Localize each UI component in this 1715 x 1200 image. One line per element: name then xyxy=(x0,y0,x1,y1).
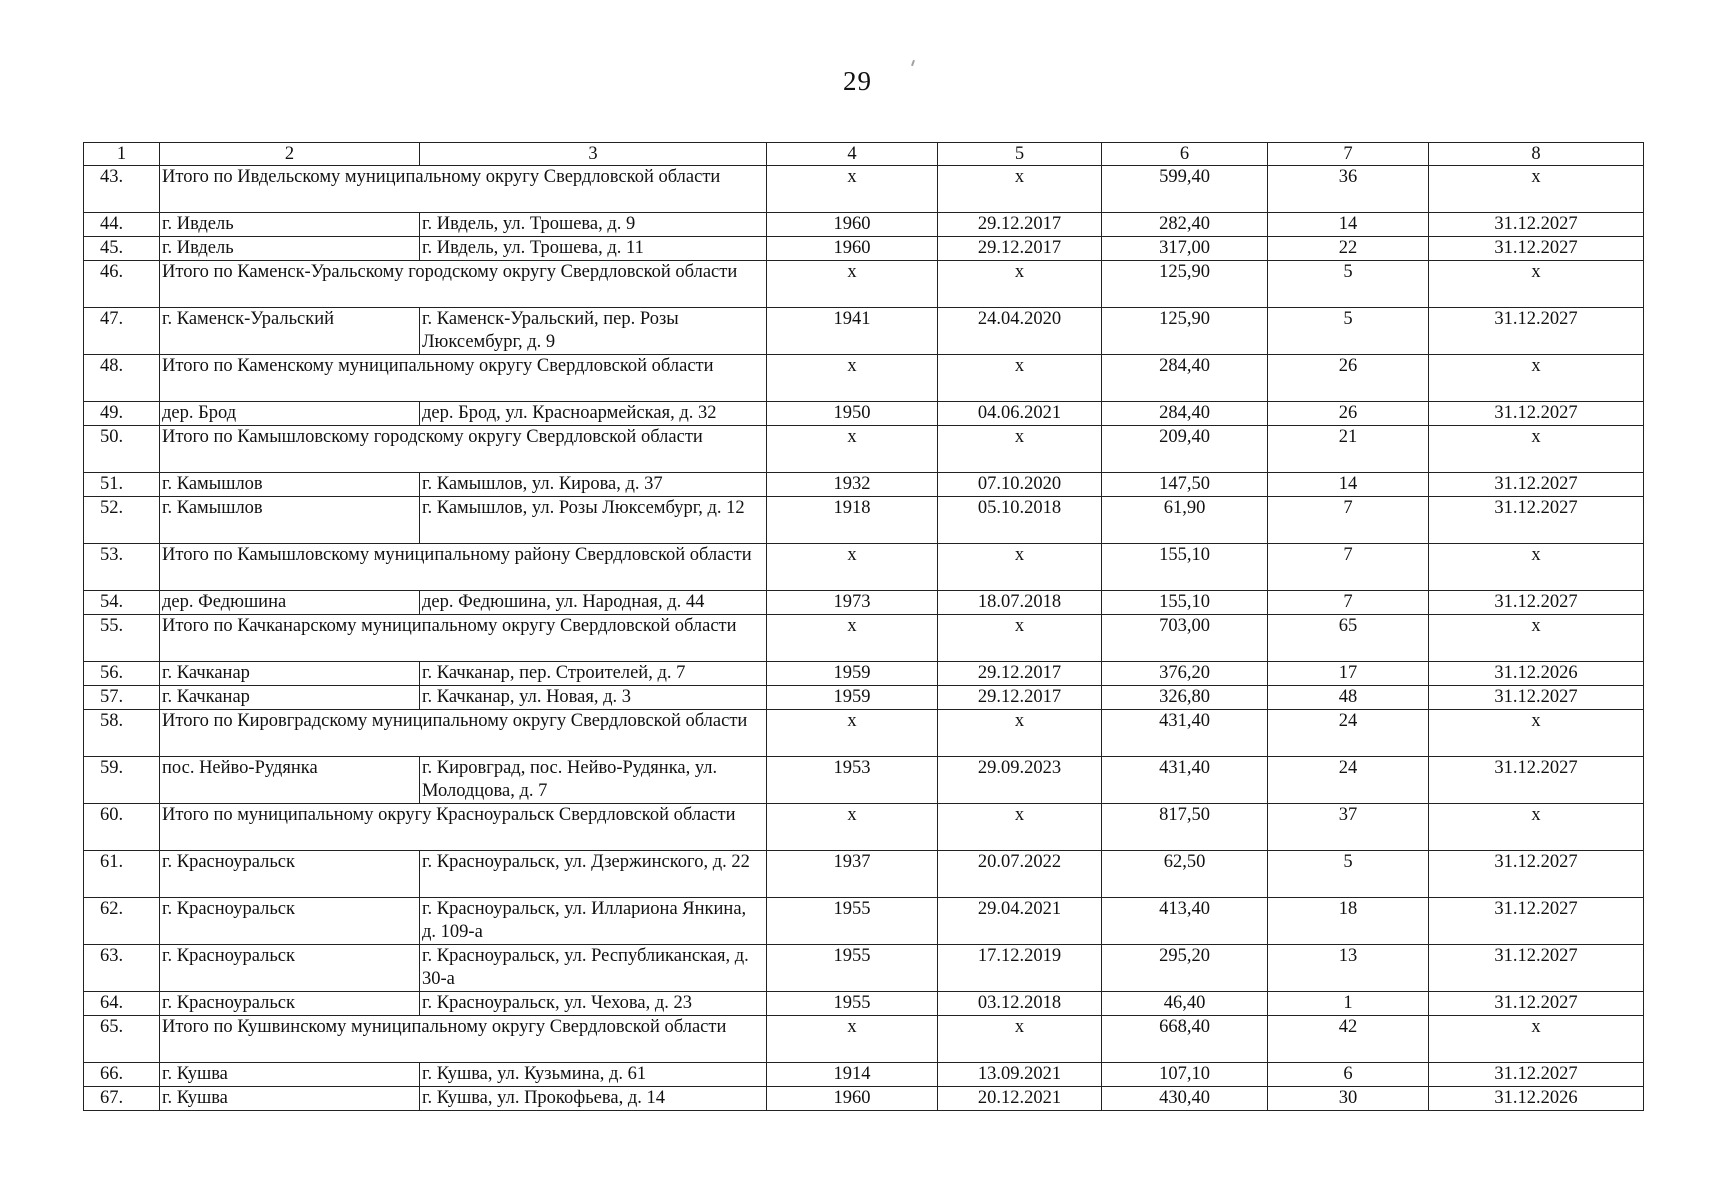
cell-deadline: 31.12.2027 xyxy=(1429,992,1644,1016)
cell-area: 703,00 xyxy=(1102,615,1268,662)
cell-number: 57. xyxy=(84,686,160,710)
page-number: 29 xyxy=(843,66,872,96)
cell-locality: г. Качканар xyxy=(160,662,420,686)
cell-deadline: 31.12.2027 xyxy=(1429,497,1644,544)
column-header: 6 xyxy=(1102,143,1268,166)
cell-deadline: х xyxy=(1429,355,1644,402)
cell-year: 1960 xyxy=(767,1087,938,1111)
cell-locality: г. Кушва xyxy=(160,1087,420,1111)
cell-people: 24 xyxy=(1268,757,1429,804)
cell-year: х xyxy=(767,261,938,308)
cell-date: 17.12.2019 xyxy=(938,945,1102,992)
table-row xyxy=(84,992,1644,1016)
cell-date: 20.07.2022 xyxy=(938,851,1102,898)
cell-address: дер. Брод, ул. Красноармейская, д. 32 xyxy=(420,402,767,426)
cell-area: 125,90 xyxy=(1102,261,1268,308)
cell-deadline: х xyxy=(1429,710,1644,757)
cell-total-name: Итого по Каменскому муниципальному округу Свердловской области xyxy=(160,355,767,402)
cell-number: 47. xyxy=(84,308,160,355)
cell-year: х xyxy=(767,544,938,591)
cell-people: 14 xyxy=(1268,213,1429,237)
column-header: 3 xyxy=(420,143,767,166)
cell-year: х xyxy=(767,355,938,402)
cell-number: 63. xyxy=(84,945,160,992)
cell-people: 17 xyxy=(1268,662,1429,686)
cell-people: 30 xyxy=(1268,1087,1429,1111)
cell-people: 1 xyxy=(1268,992,1429,1016)
cell-locality: г. Качканар xyxy=(160,686,420,710)
cell-locality: г. Красноуральск xyxy=(160,851,420,898)
table-row xyxy=(84,308,1644,355)
cell-locality: г. Каменск-Уральский xyxy=(160,308,420,355)
table-row-total xyxy=(84,261,1644,308)
cell-number: 59. xyxy=(84,757,160,804)
cell-year: 1914 xyxy=(767,1063,938,1087)
cell-number: 48. xyxy=(84,355,160,402)
cell-locality: пос. Нейво-Рудянка xyxy=(160,757,420,804)
cell-year: 1950 xyxy=(767,402,938,426)
cell-people: 37 xyxy=(1268,804,1429,851)
column-header: 1 xyxy=(84,143,160,166)
cell-people: 48 xyxy=(1268,686,1429,710)
cell-address: г. Красноуральск, ул. Республиканская, д. 30-а xyxy=(420,945,767,992)
cell-people: 14 xyxy=(1268,473,1429,497)
cell-people: 6 xyxy=(1268,1063,1429,1087)
cell-locality: г. Красноуральск xyxy=(160,992,420,1016)
cell-deadline: 31.12.2027 xyxy=(1429,757,1644,804)
cell-deadline: 31.12.2026 xyxy=(1429,1087,1644,1111)
cell-address: г. Камышлов, ул. Кирова, д. 37 xyxy=(420,473,767,497)
cell-address: г. Кушва, ул. Прокофьева, д. 14 xyxy=(420,1087,767,1111)
cell-people: 26 xyxy=(1268,402,1429,426)
cell-year: х xyxy=(767,166,938,213)
table-row-total xyxy=(84,1016,1644,1063)
table-row xyxy=(84,851,1644,898)
cell-date: х xyxy=(938,710,1102,757)
table-row xyxy=(84,945,1644,992)
column-number-row xyxy=(84,143,1644,166)
cell-date: 29.04.2021 xyxy=(938,898,1102,945)
column-header: 8 xyxy=(1429,143,1644,166)
table-row xyxy=(84,473,1644,497)
cell-number: 54. xyxy=(84,591,160,615)
table-row xyxy=(84,898,1644,945)
cell-date: х xyxy=(938,1016,1102,1063)
table-row xyxy=(84,213,1644,237)
cell-date: х xyxy=(938,355,1102,402)
cell-locality: г. Камышлов xyxy=(160,473,420,497)
cell-deadline: х xyxy=(1429,544,1644,591)
table-row xyxy=(84,497,1644,544)
cell-deadline: 31.12.2027 xyxy=(1429,1063,1644,1087)
cell-date: 04.06.2021 xyxy=(938,402,1102,426)
column-header: 4 xyxy=(767,143,938,166)
cell-people: 24 xyxy=(1268,710,1429,757)
cell-area: 431,40 xyxy=(1102,757,1268,804)
table-row xyxy=(84,1063,1644,1087)
cell-area: 430,40 xyxy=(1102,1087,1268,1111)
cell-area: 62,50 xyxy=(1102,851,1268,898)
table-row-total xyxy=(84,355,1644,402)
table-row xyxy=(84,402,1644,426)
cell-people: 7 xyxy=(1268,497,1429,544)
cell-deadline: 31.12.2027 xyxy=(1429,237,1644,261)
cell-address: г. Кировград, пос. Нейво-Рудянка, ул. Молодцова, д. 7 xyxy=(420,757,767,804)
cell-number: 65. xyxy=(84,1016,160,1063)
cell-area: 376,20 xyxy=(1102,662,1268,686)
cell-people: 5 xyxy=(1268,851,1429,898)
cell-number: 52. xyxy=(84,497,160,544)
cell-deadline: 31.12.2026 xyxy=(1429,662,1644,686)
cell-people: 18 xyxy=(1268,898,1429,945)
cell-total-name: Итого по муниципальному округу Красноуральск Свердловской области xyxy=(160,804,767,851)
cell-date: х xyxy=(938,544,1102,591)
cell-locality: г. Красноуральск xyxy=(160,945,420,992)
table-row xyxy=(84,591,1644,615)
cell-year: 1955 xyxy=(767,945,938,992)
cell-address: г. Качканар, пер. Строителей, д. 7 xyxy=(420,662,767,686)
table-row-total xyxy=(84,166,1644,213)
cell-deadline: х xyxy=(1429,261,1644,308)
cell-locality: дер. Федюшина xyxy=(160,591,420,615)
table-row xyxy=(84,686,1644,710)
cell-total-name: Итого по Каменск-Уральскому городскому округу Свердловской области xyxy=(160,261,767,308)
cell-number: 51. xyxy=(84,473,160,497)
cell-people: 21 xyxy=(1268,426,1429,473)
cell-number: 66. xyxy=(84,1063,160,1087)
cell-date: х xyxy=(938,804,1102,851)
cell-total-name: Итого по Ивдельскому муниципальному округу Свердловской области xyxy=(160,166,767,213)
cell-people: 7 xyxy=(1268,544,1429,591)
cell-total-name: Итого по Камышловскому муниципальному району Свердловской области xyxy=(160,544,767,591)
cell-deadline: 31.12.2027 xyxy=(1429,591,1644,615)
column-header: 2 xyxy=(160,143,420,166)
cell-date: 29.09.2023 xyxy=(938,757,1102,804)
table-row xyxy=(84,662,1644,686)
cell-number: 50. xyxy=(84,426,160,473)
cell-total-name: Итого по Камышловскому городскому округу Свердловской области xyxy=(160,426,767,473)
cell-deadline: 31.12.2027 xyxy=(1429,213,1644,237)
cell-year: 1932 xyxy=(767,473,938,497)
cell-deadline: х xyxy=(1429,804,1644,851)
cell-area: 599,40 xyxy=(1102,166,1268,213)
cell-area: 155,10 xyxy=(1102,591,1268,615)
cell-deadline: 31.12.2027 xyxy=(1429,402,1644,426)
cell-year: 1955 xyxy=(767,992,938,1016)
cell-address: г. Ивдель, ул. Трошева, д. 11 xyxy=(420,237,767,261)
cell-people: 22 xyxy=(1268,237,1429,261)
cell-number: 62. xyxy=(84,898,160,945)
cell-date: 03.12.2018 xyxy=(938,992,1102,1016)
cell-date: 29.12.2017 xyxy=(938,686,1102,710)
cell-date: 07.10.2020 xyxy=(938,473,1102,497)
cell-area: 61,90 xyxy=(1102,497,1268,544)
cell-date: 20.12.2021 xyxy=(938,1087,1102,1111)
cell-number: 45. xyxy=(84,237,160,261)
cell-people: 42 xyxy=(1268,1016,1429,1063)
cell-locality: дер. Брод xyxy=(160,402,420,426)
cell-number: 49. xyxy=(84,402,160,426)
cell-year: 1960 xyxy=(767,237,938,261)
cell-area: 413,40 xyxy=(1102,898,1268,945)
cell-address: г. Каменск-Уральский, пер. Розы Люксембург, д. 9 xyxy=(420,308,767,355)
cell-people: 5 xyxy=(1268,308,1429,355)
cell-year: х xyxy=(767,426,938,473)
cell-area: 317,00 xyxy=(1102,237,1268,261)
cell-address: г. Красноуральск, ул. Чехова, д. 23 xyxy=(420,992,767,1016)
cell-date: 18.07.2018 xyxy=(938,591,1102,615)
cell-year: 1918 xyxy=(767,497,938,544)
cell-people: 7 xyxy=(1268,591,1429,615)
cell-address: г. Ивдель, ул. Трошева, д. 9 xyxy=(420,213,767,237)
cell-year: 1941 xyxy=(767,308,938,355)
cell-address: г. Кушва, ул. Кузьмина, д. 61 xyxy=(420,1063,767,1087)
cell-address: г. Качканар, ул. Новая, д. 3 xyxy=(420,686,767,710)
cell-area: 147,50 xyxy=(1102,473,1268,497)
cell-date: х xyxy=(938,166,1102,213)
cell-area: 125,90 xyxy=(1102,308,1268,355)
cell-deadline: 31.12.2027 xyxy=(1429,851,1644,898)
cell-date: 29.12.2017 xyxy=(938,237,1102,261)
cell-deadline: х xyxy=(1429,166,1644,213)
cell-area: 46,40 xyxy=(1102,992,1268,1016)
cell-area: 431,40 xyxy=(1102,710,1268,757)
column-header: 7 xyxy=(1268,143,1429,166)
table-row xyxy=(84,237,1644,261)
cell-number: 53. xyxy=(84,544,160,591)
cell-number: 60. xyxy=(84,804,160,851)
cell-locality: г. Кушва xyxy=(160,1063,420,1087)
cell-area: 284,40 xyxy=(1102,355,1268,402)
cell-number: 67. xyxy=(84,1087,160,1111)
cell-area: 295,20 xyxy=(1102,945,1268,992)
cell-area: 155,10 xyxy=(1102,544,1268,591)
cell-date: 05.10.2018 xyxy=(938,497,1102,544)
cell-date: 29.12.2017 xyxy=(938,662,1102,686)
cell-number: 58. xyxy=(84,710,160,757)
cell-total-name: Итого по Кушвинскому муниципальному округу Свердловской области xyxy=(160,1016,767,1063)
cell-number: 56. xyxy=(84,662,160,686)
table-row-total xyxy=(84,804,1644,851)
cell-locality: г. Красноуральск xyxy=(160,898,420,945)
cell-deadline: х xyxy=(1429,1016,1644,1063)
cell-year: х xyxy=(767,1016,938,1063)
cell-area: 209,40 xyxy=(1102,426,1268,473)
cell-year: 1953 xyxy=(767,757,938,804)
cell-year: 1937 xyxy=(767,851,938,898)
cell-people: 36 xyxy=(1268,166,1429,213)
cell-deadline: 31.12.2027 xyxy=(1429,898,1644,945)
cell-deadline: 31.12.2027 xyxy=(1429,686,1644,710)
cell-date: х xyxy=(938,261,1102,308)
cell-deadline: 31.12.2027 xyxy=(1429,473,1644,497)
cell-year: 1960 xyxy=(767,213,938,237)
table-row-total xyxy=(84,615,1644,662)
cell-year: х xyxy=(767,710,938,757)
cell-year: х xyxy=(767,615,938,662)
cell-year: 1973 xyxy=(767,591,938,615)
cell-area: 284,40 xyxy=(1102,402,1268,426)
cell-year: 1959 xyxy=(767,662,938,686)
cell-number: 64. xyxy=(84,992,160,1016)
cell-deadline: х xyxy=(1429,426,1644,473)
column-header: 5 xyxy=(938,143,1102,166)
cell-date: 24.04.2020 xyxy=(938,308,1102,355)
cell-area: 817,50 xyxy=(1102,804,1268,851)
cell-locality: г. Ивдель xyxy=(160,237,420,261)
cell-date: х xyxy=(938,615,1102,662)
cell-total-name: Итого по Кировградскому муниципальному округу Свердловской области xyxy=(160,710,767,757)
cell-total-name: Итого по Качканарскому муниципальному округу Свердловской области xyxy=(160,615,767,662)
cell-year: 1959 xyxy=(767,686,938,710)
table-row xyxy=(84,757,1644,804)
table-row-total xyxy=(84,710,1644,757)
cell-year: х xyxy=(767,804,938,851)
cell-area: 668,40 xyxy=(1102,1016,1268,1063)
cell-address: г. Камышлов, ул. Розы Люксембург, д. 12 xyxy=(420,497,767,544)
cell-people: 5 xyxy=(1268,261,1429,308)
cell-deadline: 31.12.2027 xyxy=(1429,945,1644,992)
table-body xyxy=(84,143,1644,1111)
cell-number: 55. xyxy=(84,615,160,662)
cell-number: 61. xyxy=(84,851,160,898)
cell-date: 29.12.2017 xyxy=(938,213,1102,237)
cell-locality: г. Ивдель xyxy=(160,213,420,237)
cell-number: 44. xyxy=(84,213,160,237)
table-row-total xyxy=(84,426,1644,473)
table-row xyxy=(84,1087,1644,1111)
table-row-total xyxy=(84,544,1644,591)
cell-number: 46. xyxy=(84,261,160,308)
cell-number: 43. xyxy=(84,166,160,213)
cell-date: х xyxy=(938,426,1102,473)
cell-people: 65 xyxy=(1268,615,1429,662)
cell-people: 26 xyxy=(1268,355,1429,402)
cell-address: г. Красноуральск, ул. Иллариона Янкина, д. 109-а xyxy=(420,898,767,945)
cell-year: 1955 xyxy=(767,898,938,945)
cell-area: 282,40 xyxy=(1102,213,1268,237)
cell-deadline: 31.12.2027 xyxy=(1429,308,1644,355)
cell-address: г. Красноуральск, ул. Дзержинского, д. 22 xyxy=(420,851,767,898)
cell-area: 107,10 xyxy=(1102,1063,1268,1087)
cell-deadline: х xyxy=(1429,615,1644,662)
cell-date: 13.09.2021 xyxy=(938,1063,1102,1087)
cell-people: 13 xyxy=(1268,945,1429,992)
cell-address: дер. Федюшина, ул. Народная, д. 44 xyxy=(420,591,767,615)
cell-locality: г. Камышлов xyxy=(160,497,420,544)
housing-register-table xyxy=(83,142,1644,1111)
cell-area: 326,80 xyxy=(1102,686,1268,710)
